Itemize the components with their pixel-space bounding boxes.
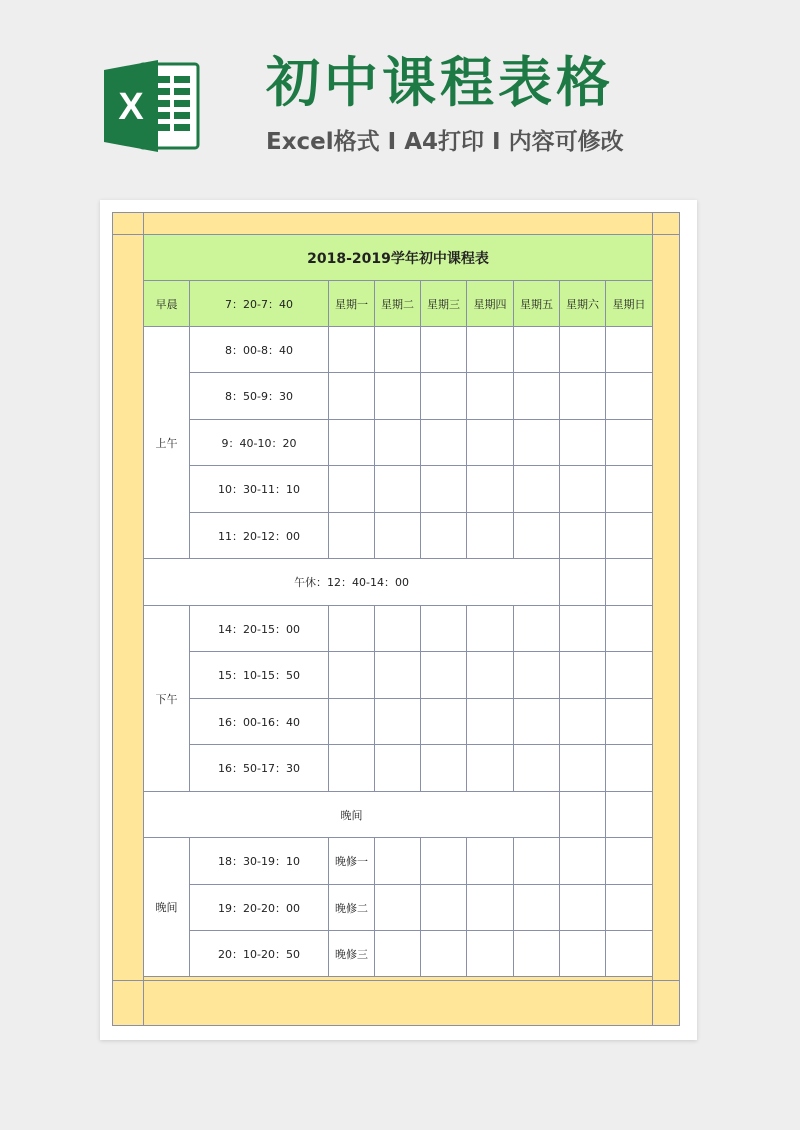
course-cell[interactable] [467, 745, 514, 792]
course-cell[interactable] [606, 838, 653, 885]
session-cell[interactable]: 晚修一 [329, 838, 375, 885]
page-subtitle: Excel格式 I A4打印 I 内容可修改 [266, 129, 624, 155]
course-cell[interactable] [421, 885, 467, 931]
course-cell[interactable] [467, 606, 514, 652]
course-cell[interactable] [606, 373, 653, 420]
excel-logo-icon [102, 58, 202, 154]
course-cell[interactable] [375, 652, 421, 699]
table-row [144, 420, 653, 466]
course-cell[interactable] [514, 838, 560, 885]
session-cell[interactable]: 晚修二 [329, 885, 375, 931]
time-cell[interactable]: 11：20-12：00 [190, 513, 329, 559]
logo-letter: X [118, 86, 144, 128]
day-header[interactable]: 星期四 [467, 281, 514, 327]
sheet-frame [112, 212, 680, 1026]
frame-line [113, 980, 679, 981]
course-cell[interactable] [375, 420, 421, 466]
course-cell[interactable] [606, 699, 653, 745]
day-header[interactable]: 星期六 [560, 281, 606, 327]
page-title: 初中课程表格 [266, 51, 614, 114]
table-row [144, 838, 653, 885]
table-row [144, 606, 653, 652]
course-cell[interactable] [467, 699, 514, 745]
course-cell[interactable] [375, 513, 421, 559]
table-row [144, 327, 653, 373]
course-cell[interactable] [606, 885, 653, 931]
table-row [144, 699, 653, 745]
course-cell[interactable] [606, 931, 653, 977]
course-cell[interactable] [467, 838, 514, 885]
course-cell[interactable] [560, 792, 606, 838]
course-cell[interactable] [329, 420, 375, 466]
course-cell[interactable] [329, 606, 375, 652]
course-cell[interactable] [560, 699, 606, 745]
course-cell[interactable] [606, 420, 653, 466]
table-row [144, 931, 653, 977]
course-cell[interactable] [560, 513, 606, 559]
course-cell[interactable] [606, 327, 653, 373]
time-cell[interactable]: 16：00-16：40 [190, 699, 329, 745]
course-cell[interactable] [329, 513, 375, 559]
time-cell[interactable]: 10：30-11：10 [190, 466, 329, 513]
table-header-row [144, 281, 653, 327]
document-page [100, 200, 697, 1040]
course-cell[interactable] [467, 513, 514, 559]
course-cell[interactable] [375, 373, 421, 420]
course-cell[interactable] [467, 885, 514, 931]
course-cell[interactable] [421, 513, 467, 559]
course-cell[interactable] [329, 327, 375, 373]
time-cell[interactable]: 8：50-9：30 [190, 373, 329, 420]
table-row [144, 513, 653, 559]
course-cell[interactable] [514, 420, 560, 466]
course-cell[interactable] [560, 745, 606, 792]
course-cell[interactable] [560, 838, 606, 885]
course-cell[interactable] [375, 931, 421, 977]
course-cell[interactable] [514, 699, 560, 745]
course-cell[interactable] [560, 606, 606, 652]
course-cell[interactable] [606, 466, 653, 513]
course-cell[interactable] [329, 745, 375, 792]
course-cell[interactable] [560, 466, 606, 513]
day-header[interactable]: 星期日 [606, 281, 653, 327]
course-cell[interactable] [560, 652, 606, 699]
course-cell[interactable] [606, 559, 653, 606]
course-cell[interactable] [560, 327, 606, 373]
morning-label[interactable]: 早晨 [144, 281, 190, 327]
course-cell[interactable] [421, 745, 467, 792]
evening-banner-row [144, 792, 653, 838]
evening-banner-cell[interactable]: 晚间 [144, 792, 560, 838]
course-cell[interactable] [421, 327, 467, 373]
course-cell[interactable] [514, 466, 560, 513]
course-cell[interactable] [606, 652, 653, 699]
course-cell[interactable] [560, 420, 606, 466]
time-cell[interactable]: 8：00-8：40 [190, 327, 329, 373]
course-cell[interactable] [514, 652, 560, 699]
course-cell[interactable] [375, 327, 421, 373]
course-cell[interactable] [514, 931, 560, 977]
course-cell[interactable] [329, 466, 375, 513]
page-header [0, 0, 800, 200]
day-header[interactable]: 星期一 [329, 281, 375, 327]
table-row [144, 373, 653, 420]
course-cell[interactable] [514, 885, 560, 931]
course-cell[interactable] [467, 652, 514, 699]
time-cell[interactable]: 20：10-20：50 [190, 931, 329, 977]
course-cell[interactable] [421, 652, 467, 699]
course-cell[interactable] [514, 745, 560, 792]
course-cell[interactable] [375, 745, 421, 792]
course-cell[interactable] [467, 466, 514, 513]
noon-break-row [144, 559, 653, 606]
course-cell[interactable] [329, 699, 375, 745]
course-cell[interactable] [375, 885, 421, 931]
noon-break-cell[interactable]: 午休：12：40-14：00 [144, 559, 560, 606]
session-cell[interactable]: 晚修三 [329, 931, 375, 977]
day-header[interactable]: 星期五 [514, 281, 560, 327]
course-cell[interactable] [514, 513, 560, 559]
course-cell[interactable] [375, 838, 421, 885]
course-cell[interactable] [421, 931, 467, 977]
period-label-afternoon[interactable]: 下午 [144, 606, 190, 792]
course-cell[interactable] [560, 931, 606, 977]
course-cell[interactable] [375, 699, 421, 745]
course-cell[interactable] [467, 373, 514, 420]
course-cell[interactable] [467, 420, 514, 466]
time-cell[interactable]: 16：50-17：30 [190, 745, 329, 792]
course-cell[interactable] [560, 559, 606, 606]
time-cell[interactable]: 18：30-19：10 [190, 838, 329, 885]
course-cell[interactable] [329, 652, 375, 699]
course-cell[interactable] [606, 792, 653, 838]
course-cell[interactable] [375, 466, 421, 513]
schedule-table [143, 234, 653, 977]
table-row [144, 466, 653, 513]
course-cell[interactable] [329, 373, 375, 420]
period-label-morning[interactable]: 上午 [144, 327, 190, 559]
day-header[interactable]: 星期三 [421, 281, 467, 327]
course-cell[interactable] [421, 699, 467, 745]
course-cell[interactable] [467, 327, 514, 373]
course-cell[interactable] [514, 606, 560, 652]
course-cell[interactable] [560, 373, 606, 420]
table-title[interactable]: 2018-2019学年初中课程表 [144, 235, 653, 281]
day-header[interactable]: 星期二 [375, 281, 421, 327]
course-cell[interactable] [514, 373, 560, 420]
course-cell[interactable] [375, 606, 421, 652]
period-label-evening[interactable]: 晚间 [144, 838, 190, 977]
table-row [144, 885, 653, 931]
course-cell[interactable] [421, 838, 467, 885]
course-cell[interactable] [421, 466, 467, 513]
course-cell[interactable] [606, 606, 653, 652]
course-cell[interactable] [421, 606, 467, 652]
time-cell[interactable]: 14：20-15：00 [190, 606, 329, 652]
course-cell[interactable] [560, 885, 606, 931]
table-row [144, 745, 653, 792]
course-cell[interactable] [606, 513, 653, 559]
course-cell[interactable] [514, 327, 560, 373]
time-cell[interactable]: 15：10-15：50 [190, 652, 329, 699]
time-cell[interactable]: 9：40-10：20 [190, 420, 329, 466]
course-cell[interactable] [606, 745, 653, 792]
time-cell[interactable]: 19：20-20：00 [190, 885, 329, 931]
morning-time[interactable]: 7：20-7：40 [190, 281, 329, 327]
table-title-row [144, 235, 653, 281]
table-row [144, 652, 653, 699]
course-cell[interactable] [421, 373, 467, 420]
course-cell[interactable] [467, 931, 514, 977]
course-cell[interactable] [421, 420, 467, 466]
